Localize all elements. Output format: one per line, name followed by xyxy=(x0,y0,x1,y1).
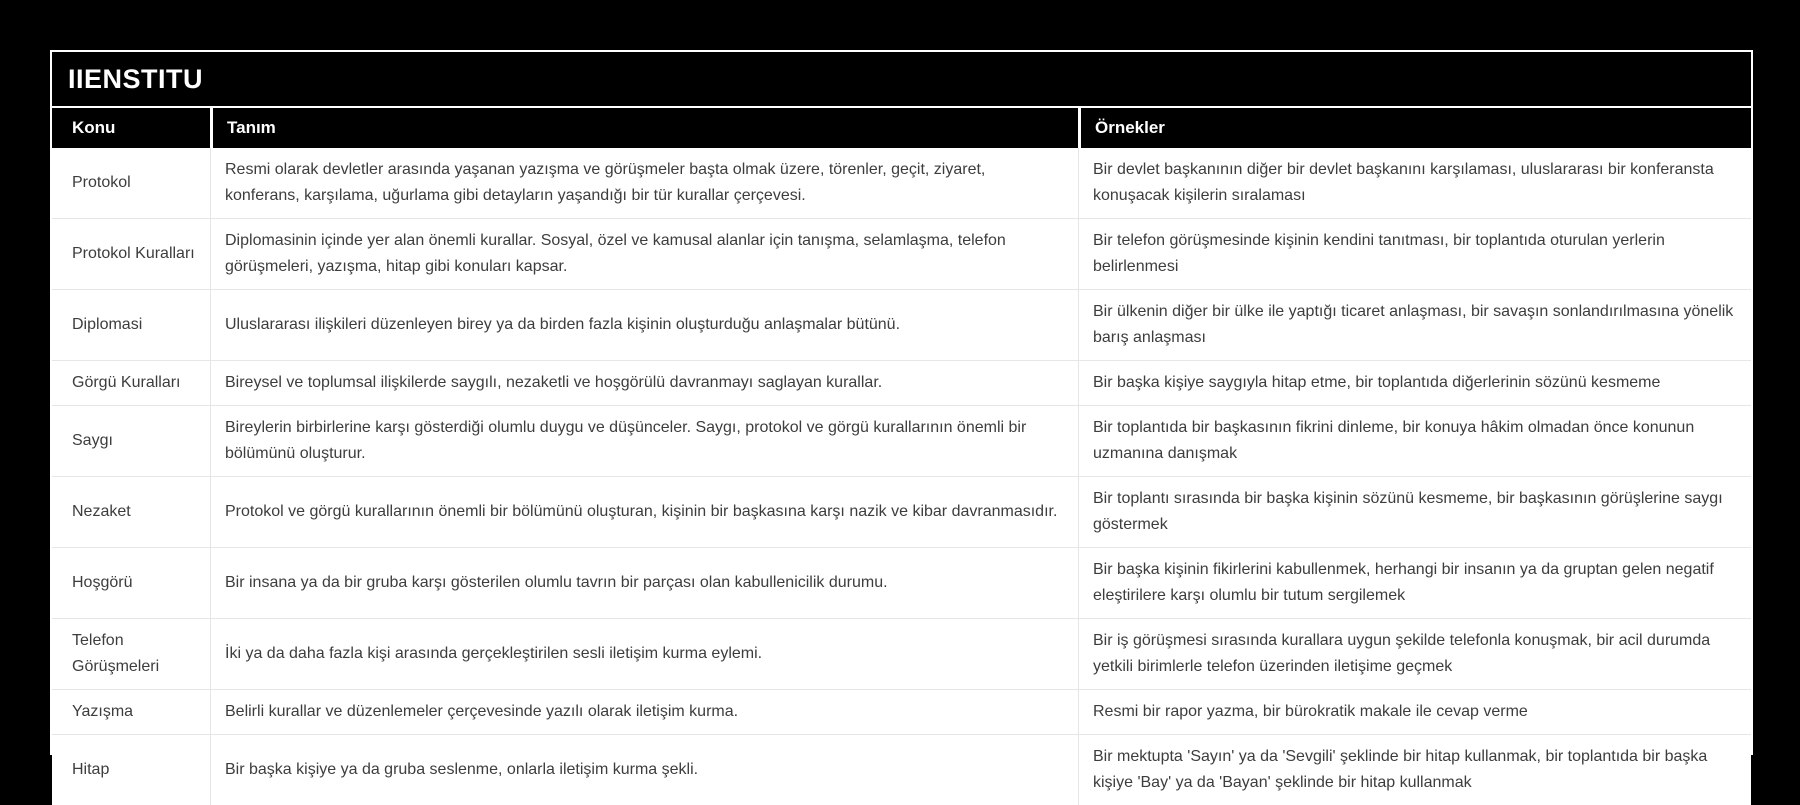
cell-ornekler: Bir iş görüşmesi sırasında kurallara uygun şekilde telefonla konuşmak, bir acil durumda yetkili birimlerle telefon üzerinden iletişime geçmek xyxy=(1078,619,1751,690)
cell-ornekler: Bir ülkenin diğer bir ülke ile yaptığı ticaret anlaşması, bir savaşın sonlandırılmasına yönelik barış anlaşması xyxy=(1078,290,1751,361)
cell-tanim: Bir insana ya da bir gruba karşı gösterilen olumlu tavrın bir parçası olan kabullenicilik durumu. xyxy=(210,548,1078,619)
table-row xyxy=(52,148,1751,219)
table-row xyxy=(52,361,1751,406)
table-header xyxy=(52,108,1751,148)
cell-ornekler: Bir mektupta 'Sayın' ya da 'Sevgili' şeklinde bir hitap kullanmak, bir toplantıda bir başka kişiye 'Bay' ya da 'Bayan' şeklinde bir hitap kullanmak xyxy=(1078,735,1751,805)
cell-ornekler: Bir devlet başkanının diğer bir devlet başkanını karşılaması, uluslararası bir konferansta konuşacak kişilerin sıralaması xyxy=(1078,148,1751,219)
table-row xyxy=(52,548,1751,619)
cell-tanim: Bireylerin birbirlerine karşı gösterdiği olumlu duygu ve düşünceler. Saygı, protokol ve görgü kurallarının önemli bir bölümünü oluşturur. xyxy=(210,406,1078,477)
cell-konu: Diplomasi xyxy=(52,290,210,361)
column-header-tanim: Tanım xyxy=(210,108,1078,148)
cell-ornekler: Bir toplantıda bir başkasının fikrini dinleme, bir konuya hâkim olmadan önce konunun uzmanına danışmak xyxy=(1078,406,1751,477)
cell-konu: Telefon Görüşmeleri xyxy=(52,619,210,690)
table-row xyxy=(52,735,1751,805)
cell-konu: Protokol Kuralları xyxy=(52,219,210,290)
cell-konu: Hitap xyxy=(52,735,210,805)
cell-tanim: Diplomasinin içinde yer alan önemli kurallar. Sosyal, özel ve kamusal alanlar için tanışma, selamlaşma, telefon görüşmeleri, yazışma, hitap gibi konuları kapsar. xyxy=(210,219,1078,290)
cell-tanim: İki ya da daha fazla kişi arasında gerçekleştirilen sesli iletişim kurma eylemi. xyxy=(210,619,1078,690)
cell-konu: Yazışma xyxy=(52,690,210,735)
cell-tanim: Bir başka kişiye ya da gruba seslenme, onlarla iletişim kurma şekli. xyxy=(210,735,1078,805)
cell-ornekler: Bir başka kişinin fikirlerini kabullenmek, herhangi bir insanın ya da gruptan gelen negatif eleştirilere karşı olumlu bir tutum sergilemek xyxy=(1078,548,1751,619)
table-row xyxy=(52,219,1751,290)
cell-konu: Saygı xyxy=(52,406,210,477)
table-row xyxy=(52,290,1751,361)
brand-title: IIENSTITU xyxy=(68,63,204,94)
cell-ornekler: Bir başka kişiye saygıyla hitap etme, bir toplantıda diğerlerinin sözünü kesmeme xyxy=(1078,361,1751,406)
cell-konu: Hoşgörü xyxy=(52,548,210,619)
cell-ornekler: Bir toplantı sırasında bir başka kişinin sözünü kesmeme, bir başkasının görüşlerine saygı göstermek xyxy=(1078,477,1751,548)
table-row xyxy=(52,406,1751,477)
table-body xyxy=(52,148,1751,805)
table-row xyxy=(52,690,1751,735)
cell-tanim: Belirli kurallar ve düzenlemeler çerçevesinde yazılı olarak iletişim kurma. xyxy=(210,690,1078,735)
definitions-card xyxy=(50,50,1753,791)
cell-tanim: Protokol ve görgü kurallarının önemli bir bölümünü oluşturan, kişinin bir başkasına karşı nazik ve kibar davranmasıdır. xyxy=(210,477,1078,548)
definitions-table xyxy=(52,108,1751,805)
table-row xyxy=(52,477,1751,548)
cell-tanim: Bireysel ve toplumsal ilişkilerde saygılı, nezaketli ve hoşgörülü davranmayı saglayan kurallar. xyxy=(210,361,1078,406)
cell-konu: Nezaket xyxy=(52,477,210,548)
table-row xyxy=(52,619,1751,690)
cell-konu: Protokol xyxy=(52,148,210,219)
cell-konu: Görgü Kuralları xyxy=(52,361,210,406)
cell-tanim: Resmi olarak devletler arasında yaşanan yazışma ve görüşmeler başta olmak üzere, törenler, geçit, ziyaret, konferans, karşılama, uğurlama gibi detayların yaşandığı bir tür kurallar çerçevesi. xyxy=(210,148,1078,219)
cell-ornekler: Bir telefon görüşmesinde kişinin kendini tanıtması, bir toplantıda oturulan yerlerin belirlenmesi xyxy=(1078,219,1751,290)
column-header-ornekler: Örnekler xyxy=(1078,108,1751,148)
brand-title-bar xyxy=(52,52,1751,106)
cell-tanim: Uluslararası ilişkileri düzenleyen birey ya da birden fazla kişinin oluşturduğu anlaşmalar bütünü. xyxy=(210,290,1078,361)
column-header-konu: Konu xyxy=(52,108,210,148)
cell-ornekler: Resmi bir rapor yazma, bir bürokratik makale ile cevap verme xyxy=(1078,690,1751,735)
